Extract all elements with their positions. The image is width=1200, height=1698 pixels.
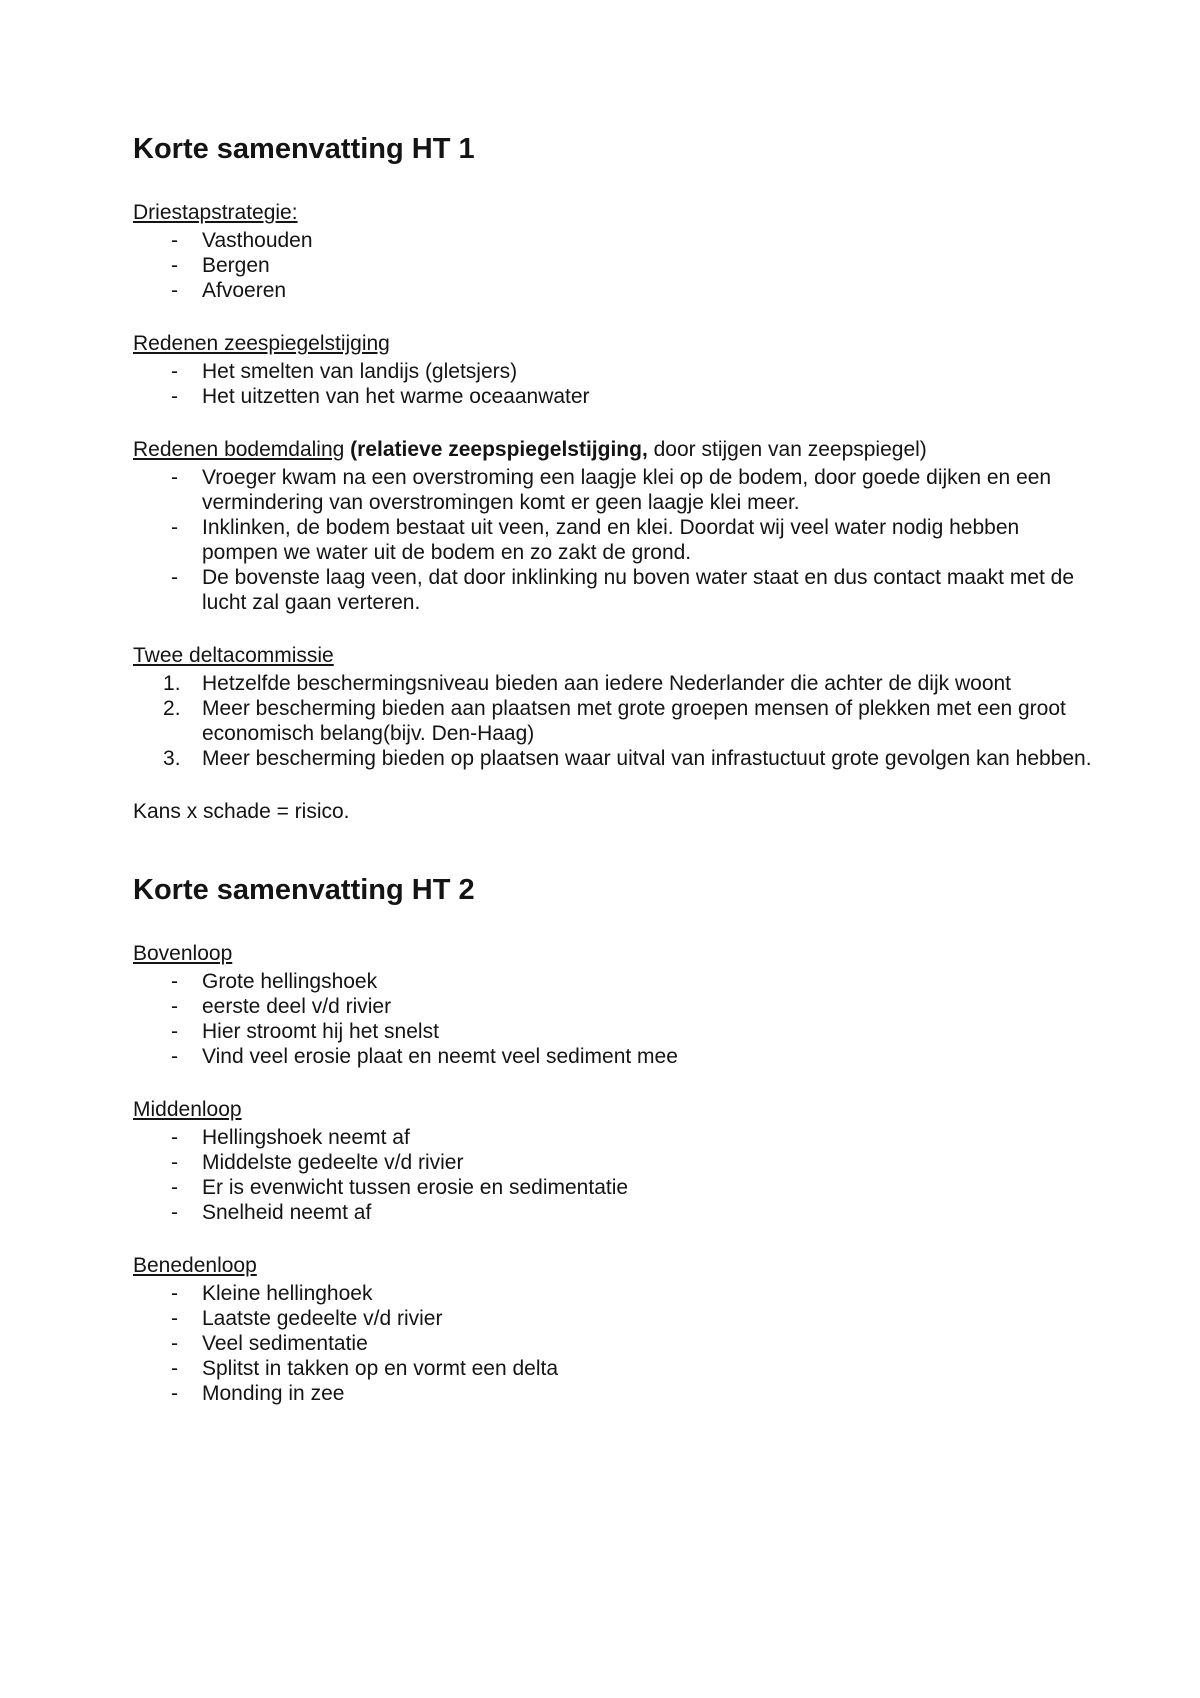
section-benedenloop [133, 1253, 1100, 1406]
section-heading-bold: (relatieve zeepspiegelstijging, [344, 438, 648, 461]
list-item: - Vind veel erosie plaat en neemt veel sediment mee [133, 1044, 1100, 1069]
section-heading-text: Redenen zeespiegelstijging [133, 332, 390, 355]
list-item: Hetzelfde beschermingsniveau bieden aan iedere Nederlander die achter de dijk woont [202, 672, 1012, 695]
section-heading-text: Benedenloop [133, 1254, 257, 1277]
list-item: - Hier stroomt hij het snelst [133, 1019, 1100, 1044]
list-item: - Snelheid neemt af [133, 1200, 1100, 1225]
bullet-list [133, 1125, 1100, 1225]
list-item: - Bergen [133, 253, 1100, 278]
section-heading [133, 331, 1100, 356]
list-item: - Vasthouden [133, 228, 1100, 253]
section-driestapstrategie [133, 200, 1100, 303]
section-bovenloop [133, 941, 1100, 1069]
list-item: Meer bescherming bieden op plaatsen waar uitval van infrastuctuut grote gevolgen kan hebben. [202, 747, 1092, 770]
list-item: - Vroeger kwam na een overstroming een laagje klei op de bodem, door goede dijken en een vermindering van overstromingen komt er geen laagje klei meer. [133, 465, 1100, 515]
formula-text: Kans x schade = risico. [133, 800, 350, 823]
list-item: - Laatste gedeelte v/d rivier [133, 1306, 1100, 1331]
bullet-list [133, 1281, 1100, 1406]
list-item: - Middelste gedeelte v/d rivier [133, 1150, 1100, 1175]
section-heading-text: Twee deltacommissie [133, 644, 334, 667]
list-item: - Er is evenwicht tussen erosie en sedimentatie [133, 1175, 1100, 1200]
ht1-title: Korte samenvatting HT 1 [133, 133, 475, 165]
section-heading [133, 437, 1100, 462]
list-item: - Veel sedimentatie [133, 1331, 1100, 1356]
section-heading [133, 200, 1100, 225]
list-item: - Hellingshoek neemt af [133, 1125, 1100, 1150]
section-heading [133, 1097, 1100, 1122]
list-item: - Inklinken, de bodem bestaat uit veen, zand en klei. Doordat wij veel water nodig hebben pompen we water uit de bodem en zo zakt de grond. [133, 515, 1100, 565]
ht2-title: Korte samenvatting HT 2 [133, 874, 475, 906]
section-deltacommissie [133, 643, 1100, 771]
list-item: - De bovenste laag veen, dat door inklinking nu boven water staat en dus contact maakt met de lucht zal gaan verteren. [133, 565, 1100, 615]
list-item: Meer bescherming bieden aan plaatsen met grote groepen mensen of plekken met een groot economisch belang(bijv. Den-Haag) [202, 697, 1066, 745]
section-heading-underlined: Redenen bodemdaling [133, 438, 345, 461]
section-bodemdaling [133, 437, 1100, 615]
numbered-list [133, 671, 1100, 771]
section-middenloop [133, 1097, 1100, 1225]
list-item: - Het uitzetten van het warme oceaanwater [133, 384, 1100, 409]
list-item: - Monding in zee [133, 1381, 1100, 1406]
section-heading-text: Driestapstrategie: [133, 201, 298, 224]
bullet-list [133, 465, 1100, 615]
section-heading-rest: door stijgen van zeepspiegel) [647, 438, 927, 461]
list-item: - Splitst in takken op en vormt een delta [133, 1356, 1100, 1381]
section-heading-text: Middenloop [133, 1098, 242, 1121]
bullet-list [133, 228, 1100, 303]
list-item: - Het smelten van landijs (gletsjers) [133, 359, 1100, 384]
bullet-list [133, 969, 1100, 1069]
section-heading [133, 643, 1100, 668]
list-item: - Grote hellingshoek [133, 969, 1100, 994]
list-item: - Afvoeren [133, 278, 1100, 303]
section-heading-text: Bovenloop [133, 942, 233, 965]
bullet-list [133, 359, 1100, 409]
list-item: - eerste deel v/d rivier [133, 994, 1100, 1019]
section-heading [133, 1253, 1100, 1278]
section-zeespiegelstijging [133, 331, 1100, 409]
list-item: - Kleine hellinghoek [133, 1281, 1100, 1306]
section-heading [133, 941, 1100, 966]
